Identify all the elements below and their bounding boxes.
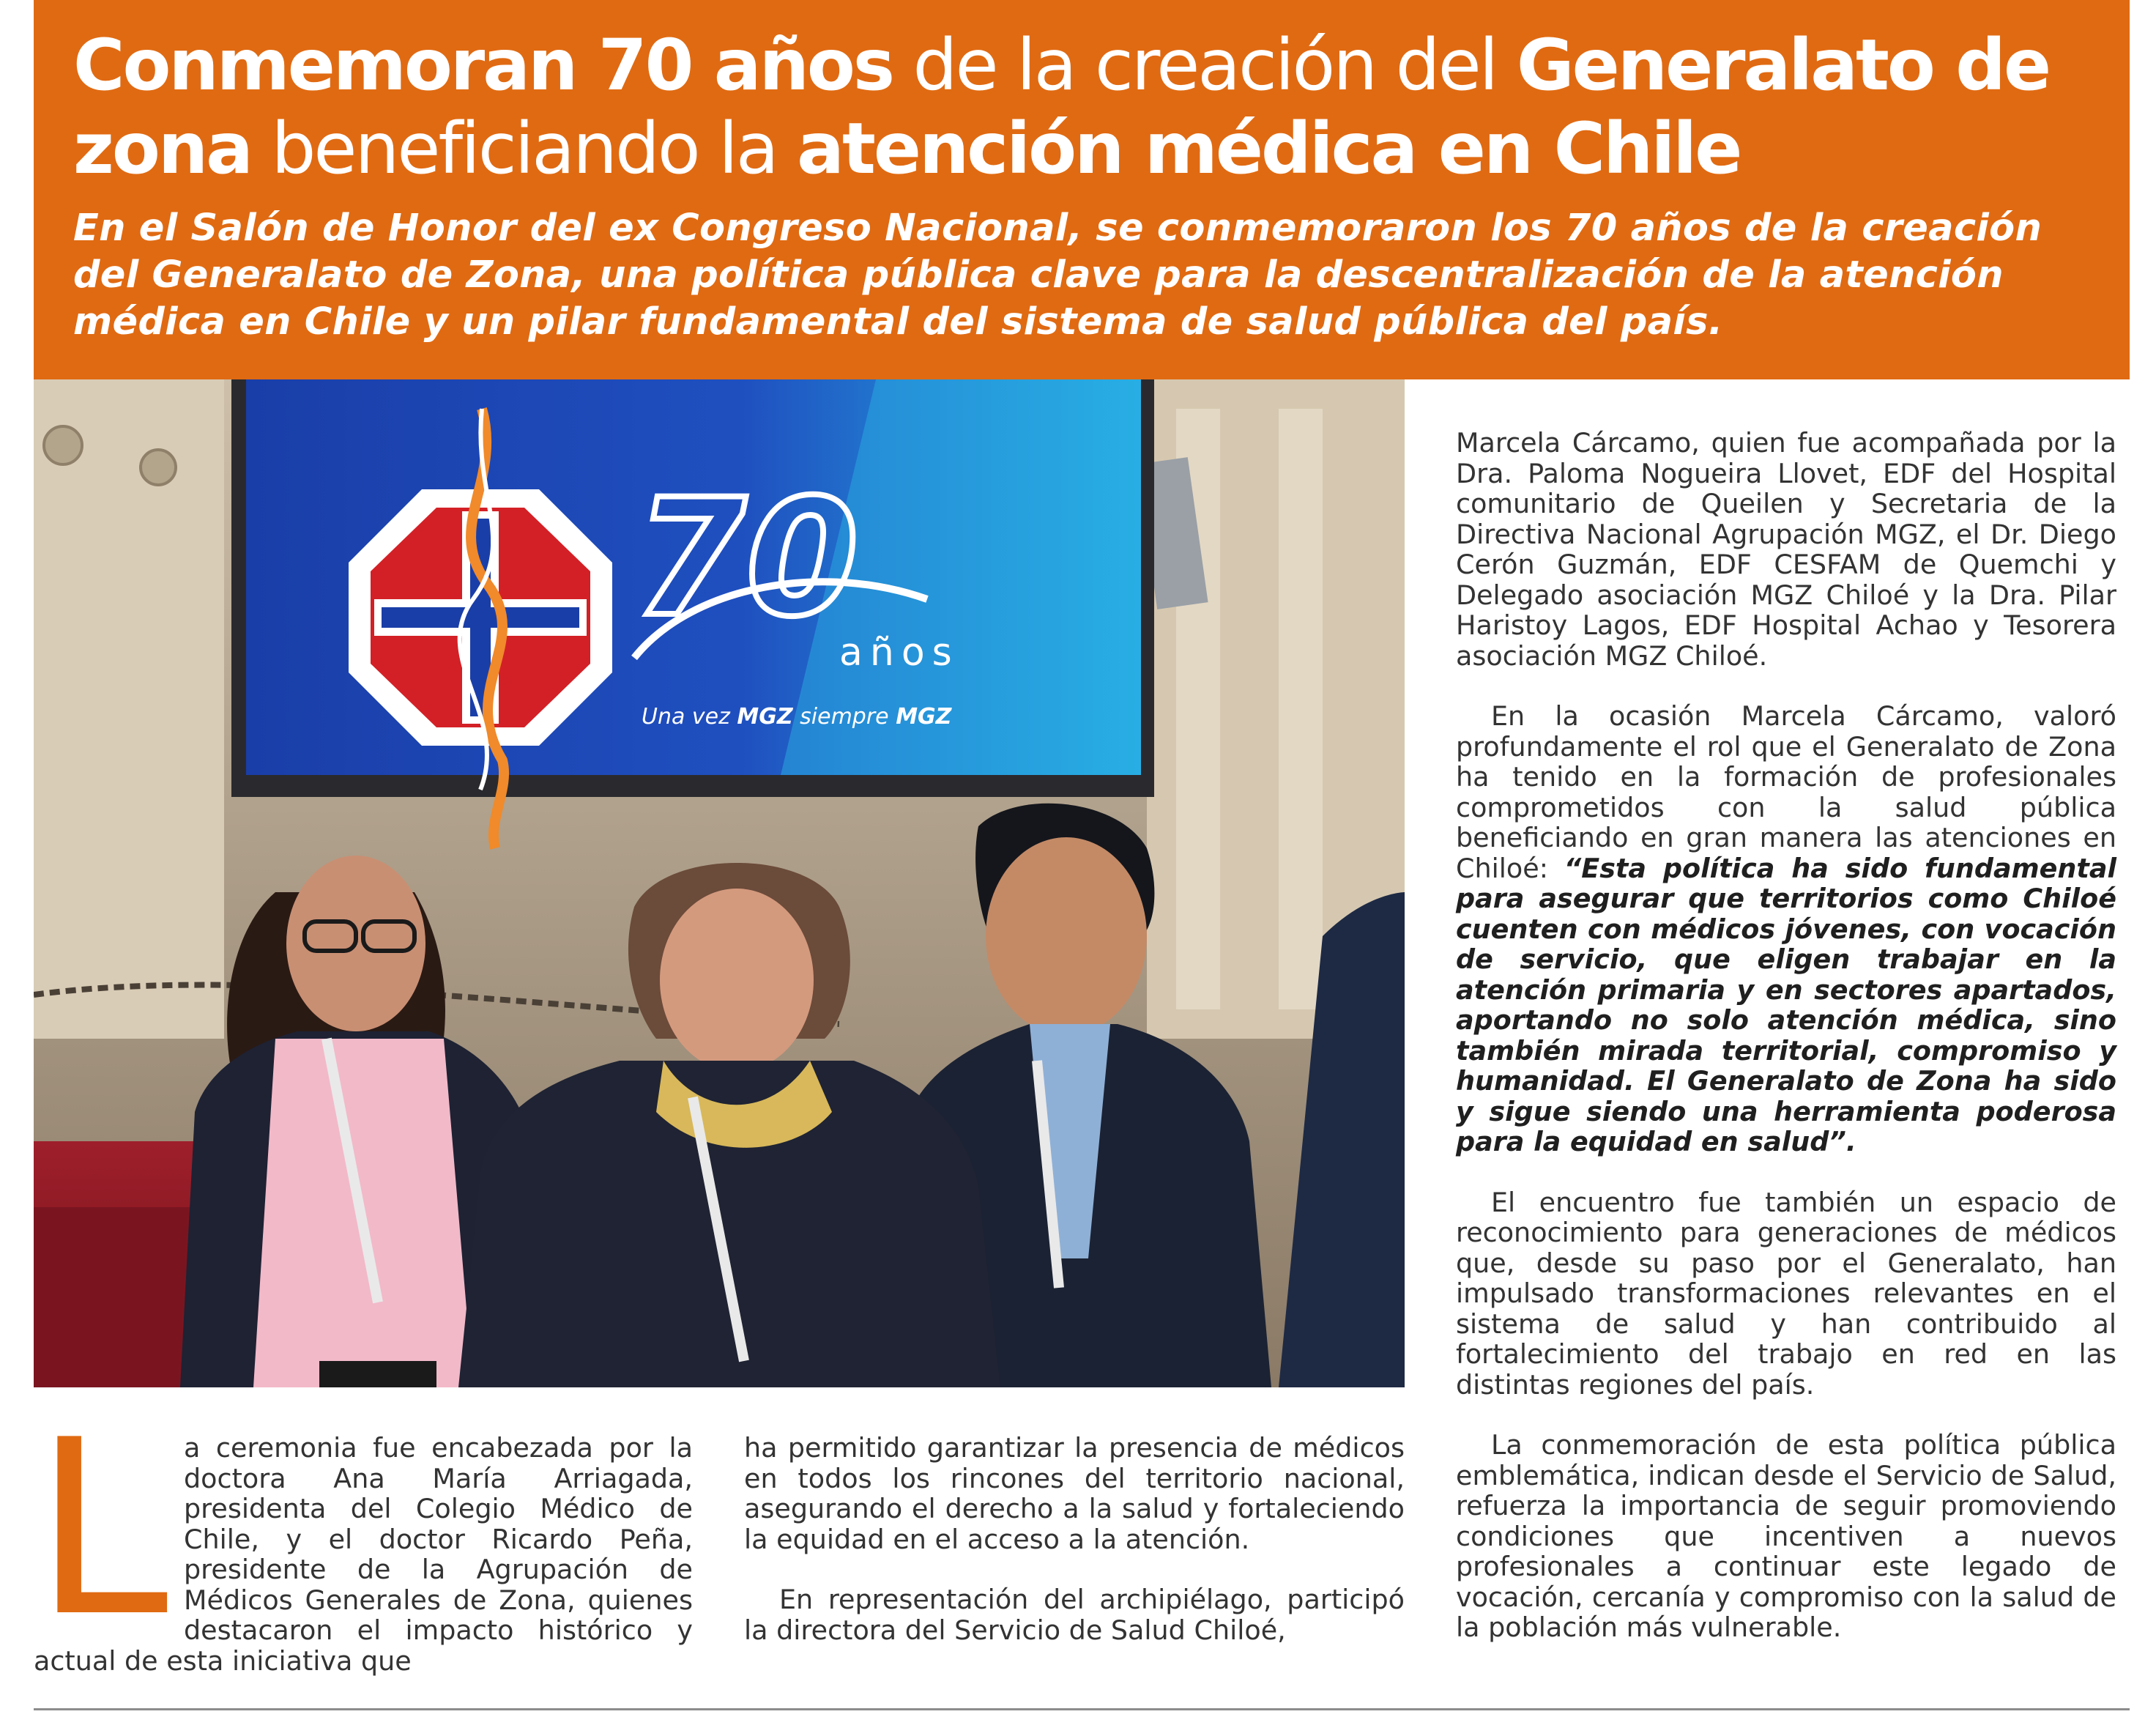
article-column-3 (1456, 428, 2116, 1643)
article-paragraph-1: a ceremonia fue encabezada por la doctora Ana María Arriagada, presidenta del Colegio Médico de Chile, y el doctor Ricardo Peña, presidente de la Agrupación de Médicos Generales de Zona, quienes destacaron el impacto histórico y actual de esta iniciativa que (34, 1432, 693, 1677)
article-column-1 (34, 1388, 693, 1677)
title-part-bold-3: atención médica en Chile (797, 108, 1741, 190)
headline-banner (34, 0, 2130, 379)
drop-cap: L (34, 1388, 168, 1669)
quote-intro: En la ocasión Marcela Cárcamo, valoró profundamente el rol que el Generalato de Zona ha tenido en la formación de profesionales comprometidos con la salud pública beneficiando en gran manera las atenciones en Chiloé: (1456, 700, 2116, 884)
screen-number: 70 (634, 464, 859, 652)
article-paragraph-2: ha permitido garantizar la presencia de médicos en todos los rincones del territorio nacional, asegurando el derecho a la salud y fortaleciendo la equidad en el acceso a la atención. (744, 1432, 1405, 1555)
screen-anos: años (839, 631, 959, 675)
article-paragraph-5 (1456, 701, 2116, 1157)
title-part-regular-1: de la creación del (893, 24, 1517, 106)
event-photo (34, 379, 1405, 1387)
bottom-divider (34, 1708, 2130, 1710)
article-subtitle: En el Salón de Honor del ex Congreso Nacional, se conmemoraron los 70 años de la creación del Generalato de Zona, una política pública clave para la descentralización de la atención médica en Chile y un pilar fundamental del sistema de salud pública del país. (73, 207, 2042, 344)
title-part-bold-1: Conmemoran 70 años (73, 24, 893, 106)
title-part-regular-2: beneficiando la (250, 108, 798, 190)
article-paragraph-6: El encuentro fue también un espacio de reconocimiento para generaciones de médicos que, desde su paso por el Generalato, han impulsado transformaciones relevantes en el sistema de salud y han contribuido al fortalecimiento del trabajo en red en las distintas regiones del país. (1456, 1186, 2116, 1401)
article-paragraph-4: Marcela Cárcamo, quien fue acompañada por la Dra. Paloma Nogueira Llovet, EDF del Hospital comunitario de Queilen y Secretaria de la Directiva Nacional Agrupación MGZ, el Dr. Diego Cerón Guzmán, EDF CESFAM de Quemchi y Delegado asociación MGZ Chiloé y la Dra. Pilar Haristoy Lagos, EDF Hospital Achao y Tesorera asociación MGZ Chiloé. (1456, 427, 2116, 672)
article-title (73, 23, 2090, 190)
screen-tagline: Una vez MGZ siempre MGZ (642, 704, 952, 730)
title-part-bold-2: Generalato de zona (73, 24, 2050, 190)
director-quote: “Esta política ha sido fundamental para asegurar que territorios como Chiloé cuenten con médicos jóvenes, con vocación de servicio, que eligen trabajar en la atención primaria y en sectores apartados, aportando no solo atención médica, sino también mirada territorial, compromiso y humanidad. El Generalato de Zona ha sido y sigue siendo una herramienta poderosa para la equidad en salud”. (1456, 852, 2116, 1157)
article-paragraph-7: La conmemoración de esta política pública emblemática, indican desde el Servicio de Salud, refuerza la importancia de seguir promoviendo condiciones que incentiven a nuevos profesionales a continuar este legado de vocación, cercanía y compromiso con la salud de la población más vulnerable. (1456, 1429, 2116, 1643)
article-column-2 (744, 1433, 1405, 1645)
article-paragraph-3: En representación del archipiélago, participó la directora del Servicio de Salud Chiloé, (744, 1584, 1405, 1646)
